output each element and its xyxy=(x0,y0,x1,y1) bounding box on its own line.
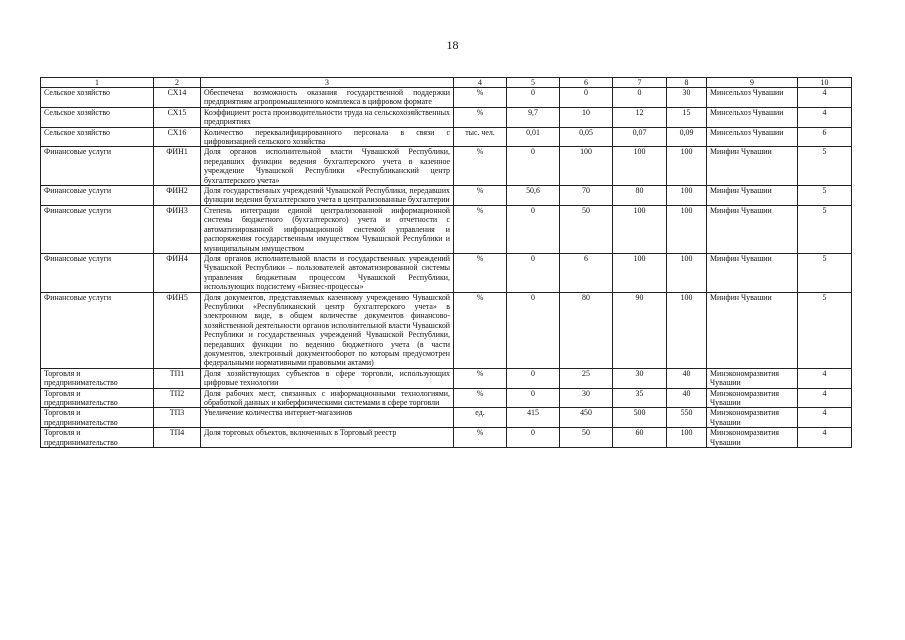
priority-cell: 4 xyxy=(798,408,852,428)
table-row xyxy=(41,186,852,206)
priority-cell: 5 xyxy=(798,205,852,253)
value-cell: 70 xyxy=(560,186,613,206)
unit-cell: % xyxy=(454,428,507,448)
indicator-cell: Количество переквалифицированного персонала в связи с цифровизацией сельского хозяйства xyxy=(201,127,454,147)
code-cell: ФИН4 xyxy=(154,253,201,292)
sector-cell: Финансовые услуги xyxy=(41,147,154,186)
value-cell: 500 xyxy=(613,408,667,428)
sector-cell: Сельское хозяйство xyxy=(41,127,154,147)
value-cell: 0 xyxy=(560,88,613,108)
page-number: 18 xyxy=(446,38,459,52)
unit-cell: % xyxy=(454,147,507,186)
priority-cell: 4 xyxy=(798,428,852,448)
value-cell: 100 xyxy=(667,186,707,206)
column-number: 1 xyxy=(41,78,154,88)
indicator-cell: Обеспечена возможность оказания государственной поддержки предприятиям агропромышленного комплекса в цифровом формате xyxy=(201,88,454,108)
unit-cell: % xyxy=(454,205,507,253)
indicator-cell: Доля органов исполнительной власти Чувашской Республики, передавших функции ведения бухгалтерского учета в казенное учреждение Чувашской Республики «Республиканский центр бухгалтерского учета» xyxy=(201,147,454,186)
table-row xyxy=(41,368,852,388)
value-cell: 50 xyxy=(560,428,613,448)
table-row xyxy=(41,408,852,428)
responsible-cell: Минсельхоз Чувашии xyxy=(707,127,798,147)
sector-cell: Торговля и предпринимательство xyxy=(41,368,154,388)
column-number: 6 xyxy=(560,78,613,88)
priority-cell: 5 xyxy=(798,292,852,368)
value-cell: 30 xyxy=(613,368,667,388)
table-body xyxy=(41,78,852,448)
indicators-table xyxy=(40,77,852,448)
column-number: 4 xyxy=(454,78,507,88)
table-row xyxy=(41,107,852,127)
value-cell: 60 xyxy=(613,428,667,448)
sector-cell: Финансовые услуги xyxy=(41,253,154,292)
priority-cell: 5 xyxy=(798,253,852,292)
responsible-cell: Минэкономразвития Чувашии xyxy=(707,428,798,448)
value-cell: 100 xyxy=(613,253,667,292)
sector-cell: Финансовые услуги xyxy=(41,292,154,368)
code-cell: ТП1 xyxy=(154,368,201,388)
value-cell: 0 xyxy=(507,88,560,108)
indicator-cell: Доля государственных учреждений Чувашской Республики, передавших функции ведения бухгалтерского учета в централизованные бухгалтерии xyxy=(201,186,454,206)
sector-cell: Финансовые услуги xyxy=(41,205,154,253)
value-cell: 0,01 xyxy=(507,127,560,147)
value-cell: 0 xyxy=(507,253,560,292)
unit-cell: % xyxy=(454,88,507,108)
table-row xyxy=(41,292,852,368)
value-cell: 0 xyxy=(507,428,560,448)
value-cell: 0 xyxy=(507,368,560,388)
column-number: 8 xyxy=(667,78,707,88)
value-cell: 50 xyxy=(560,205,613,253)
value-cell: 80 xyxy=(560,292,613,368)
priority-cell: 4 xyxy=(798,388,852,408)
responsible-cell: Минсельхоз Чувашии xyxy=(707,107,798,127)
responsible-cell: Минфин Чувашии xyxy=(707,186,798,206)
value-cell: 40 xyxy=(667,388,707,408)
value-cell: 0 xyxy=(613,88,667,108)
value-cell: 550 xyxy=(667,408,707,428)
value-cell: 100 xyxy=(667,147,707,186)
value-cell: 100 xyxy=(613,205,667,253)
value-cell: 100 xyxy=(560,147,613,186)
indicator-cell: Степень интеграции единой централизованной информационной системы бюджетного (бухгалтерского) учета и отчетности с автоматизированной информационной системой управления и распоряжения государственным имуществом Чувашской Республики и муниципальным имуществом xyxy=(201,205,454,253)
value-cell: 15 xyxy=(667,107,707,127)
unit-cell: % xyxy=(454,292,507,368)
code-cell: ФИН1 xyxy=(154,147,201,186)
responsible-cell: Минфин Чувашии xyxy=(707,292,798,368)
unit-cell: тыс. чел. xyxy=(454,127,507,147)
value-cell: 0,09 xyxy=(667,127,707,147)
unit-cell: % xyxy=(454,253,507,292)
column-number-row xyxy=(41,78,852,88)
priority-cell: 6 xyxy=(798,127,852,147)
value-cell: 100 xyxy=(667,428,707,448)
code-cell: ФИН5 xyxy=(154,292,201,368)
code-cell: СХ16 xyxy=(154,127,201,147)
value-cell: 6 xyxy=(560,253,613,292)
value-cell: 30 xyxy=(667,88,707,108)
value-cell: 0 xyxy=(507,205,560,253)
indicator-cell: Увеличение количества интернет-магазинов xyxy=(201,408,454,428)
value-cell: 0 xyxy=(507,292,560,368)
indicator-cell: Доля хозяйствующих субъектов в сфере торговли, использующих цифровые технологии xyxy=(201,368,454,388)
responsible-cell: Минфин Чувашии xyxy=(707,205,798,253)
indicator-cell: Коэффициент роста производительности труда на сельскохозяйственных предприятиях xyxy=(201,107,454,127)
priority-cell: 4 xyxy=(798,107,852,127)
sector-cell: Финансовые услуги xyxy=(41,186,154,206)
column-number: 3 xyxy=(201,78,454,88)
code-cell: ФИН2 xyxy=(154,186,201,206)
value-cell: 30 xyxy=(560,388,613,408)
column-number: 2 xyxy=(154,78,201,88)
value-cell: 100 xyxy=(667,205,707,253)
value-cell: 100 xyxy=(667,292,707,368)
value-cell: 40 xyxy=(667,368,707,388)
code-cell: ТП4 xyxy=(154,428,201,448)
indicator-cell: Доля рабочих мест, связанных с информационными технологиями, обработкой данных и киберфизическими системами в сфере торговли xyxy=(201,388,454,408)
value-cell: 12 xyxy=(613,107,667,127)
sector-cell: Сельское хозяйство xyxy=(41,88,154,108)
responsible-cell: Минфин Чувашии xyxy=(707,147,798,186)
value-cell: 415 xyxy=(507,408,560,428)
table-row xyxy=(41,205,852,253)
value-cell: 9,7 xyxy=(507,107,560,127)
table-row xyxy=(41,428,852,448)
unit-cell: % xyxy=(454,368,507,388)
priority-cell: 4 xyxy=(798,368,852,388)
priority-cell: 5 xyxy=(798,147,852,186)
sector-cell: Торговля и предпринимательство xyxy=(41,408,154,428)
table-row xyxy=(41,147,852,186)
priority-cell: 4 xyxy=(798,88,852,108)
responsible-cell: Минсельхоз Чувашии xyxy=(707,88,798,108)
code-cell: ТП2 xyxy=(154,388,201,408)
table-row xyxy=(41,253,852,292)
table-row xyxy=(41,388,852,408)
code-cell: ФИН3 xyxy=(154,205,201,253)
table-row xyxy=(41,88,852,108)
value-cell: 35 xyxy=(613,388,667,408)
value-cell: 0,05 xyxy=(560,127,613,147)
unit-cell: % xyxy=(454,186,507,206)
unit-cell: % xyxy=(454,388,507,408)
responsible-cell: Минэкономразвития Чувашии xyxy=(707,388,798,408)
code-cell: СХ14 xyxy=(154,88,201,108)
indicator-cell: Доля документов, представляемых казенному учреждению Чувашской Республики «Республиканский центр бухгалтерского учета» в электронном виде, в общем количестве документов финансово-хозяйственной деятельности органов исполнительной власти Чувашской Республики и государственных учреждений Чувашской Республики, передавших функции по ведению бюджетного учета (в части документов, электронный документооборот по которым предусмотрен федеральными нормативными правовыми актами) xyxy=(201,292,454,368)
column-number: 5 xyxy=(507,78,560,88)
column-number: 9 xyxy=(707,78,798,88)
priority-cell: 5 xyxy=(798,186,852,206)
table-row xyxy=(41,127,852,147)
responsible-cell: Минэкономразвития Чувашии xyxy=(707,408,798,428)
value-cell: 100 xyxy=(667,253,707,292)
code-cell: ТП3 xyxy=(154,408,201,428)
sector-cell: Торговля и предпринимательство xyxy=(41,388,154,408)
value-cell: 450 xyxy=(560,408,613,428)
unit-cell: % xyxy=(454,107,507,127)
value-cell: 90 xyxy=(613,292,667,368)
column-number: 10 xyxy=(798,78,852,88)
value-cell: 10 xyxy=(560,107,613,127)
code-cell: СХ15 xyxy=(154,107,201,127)
value-cell: 100 xyxy=(613,147,667,186)
indicator-cell: Доля торговых объектов, включенных в Торговый реестр xyxy=(201,428,454,448)
value-cell: 50,6 xyxy=(507,186,560,206)
indicator-cell: Доля органов исполнительной власти и государственных учреждений Чувашской Республики – пользователей автоматизированной системы управления бюджетным процессом Чувашской Республики, использующих подсистему «Бизнес-процессы» xyxy=(201,253,454,292)
unit-cell: ед. xyxy=(454,408,507,428)
responsible-cell: Минфин Чувашии xyxy=(707,253,798,292)
value-cell: 80 xyxy=(613,186,667,206)
value-cell: 25 xyxy=(560,368,613,388)
value-cell: 0 xyxy=(507,147,560,186)
value-cell: 0 xyxy=(507,388,560,408)
value-cell: 0,07 xyxy=(613,127,667,147)
responsible-cell: Минэкономразвития Чувашии xyxy=(707,368,798,388)
sector-cell: Сельское хозяйство xyxy=(41,107,154,127)
sector-cell: Торговля и предпринимательство xyxy=(41,428,154,448)
column-number: 7 xyxy=(613,78,667,88)
